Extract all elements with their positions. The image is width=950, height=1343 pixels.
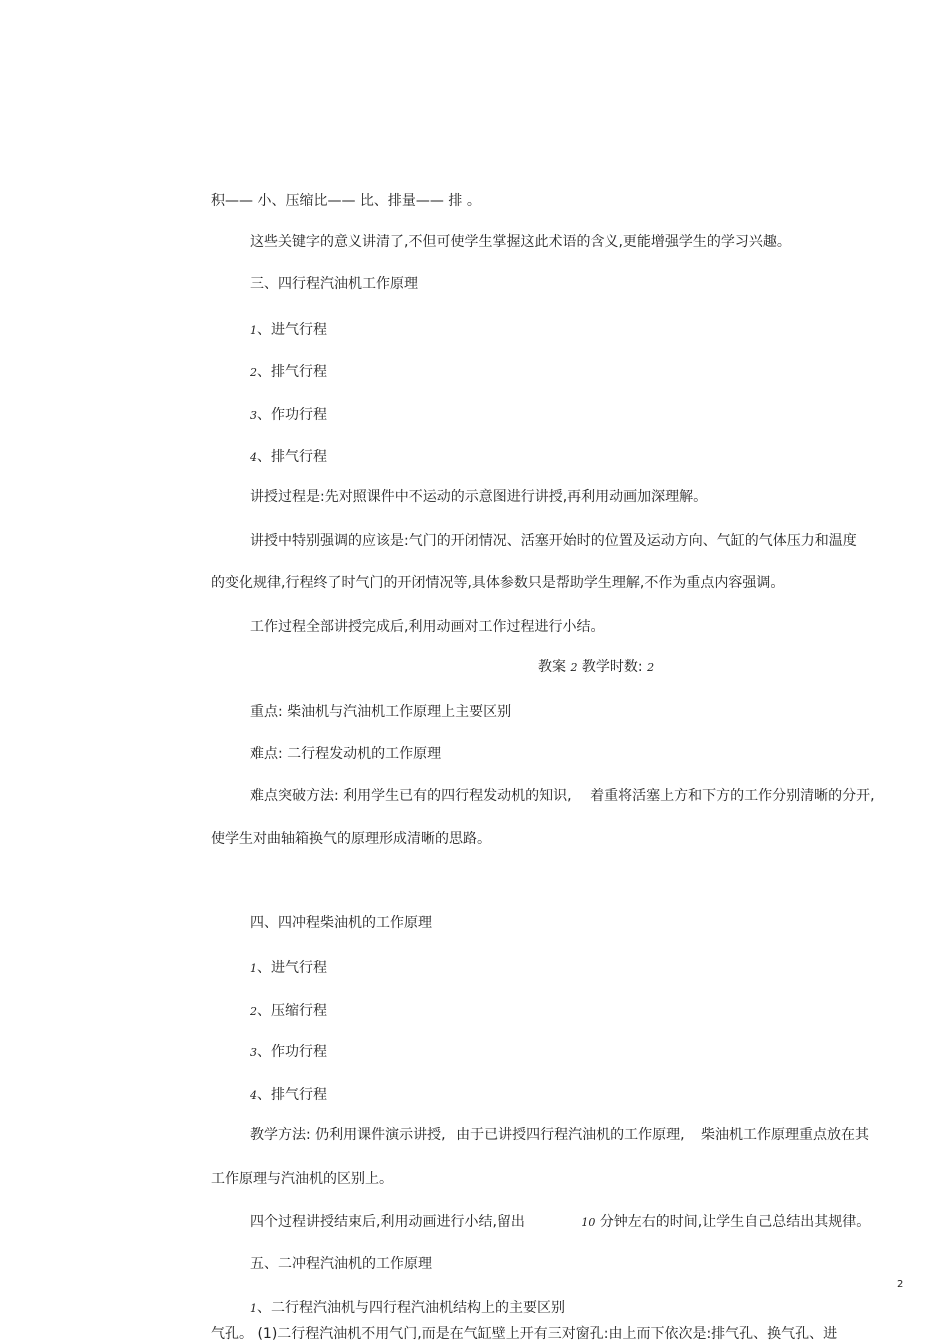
list-item [250, 1086, 327, 1105]
section-heading: 五、二冲程汽油机的工作原理 [250, 1256, 432, 1272]
method-line [250, 787, 875, 805]
text-label: 教学方法: [250, 1127, 311, 1143]
text-fragment: 教案 [538, 659, 566, 675]
text-fragment: 教学时数: [581, 659, 643, 675]
paragraph-line: 这些关键字的意义讲清了,不但可使学生掌握这此术语的含义,更能增强学生的学习兴趣。 [250, 234, 791, 250]
list-number: 4 [250, 1089, 257, 1102]
list-item [250, 959, 327, 978]
list-number: 3 [250, 409, 257, 422]
list-number: 2 [250, 1005, 257, 1018]
paragraph-line [211, 1325, 837, 1343]
paragraph-line: 使学生对曲轴箱换气的原理形成清晰的思路。 [211, 831, 491, 847]
page-number: 2 [897, 1279, 904, 1290]
text-fragment: 利用学生已有的四行程发动机的知识, [343, 788, 572, 804]
list-text: 、压缩行程 [257, 1003, 327, 1019]
text-fragment: 四个过程讲授结束后,利用动画进行小结,留出 [250, 1214, 525, 1230]
key-point-line [250, 703, 511, 721]
list-number: 1 [250, 1302, 257, 1315]
list-item [250, 406, 327, 425]
difficulty-line [250, 745, 441, 763]
list-item [250, 321, 327, 340]
list-text: 、进气行程 [257, 960, 327, 976]
text-value: 二行程发动机的工作原理 [287, 746, 442, 762]
lesson-number: 2 [570, 661, 578, 674]
text-fragment: 柴油机工作原理重点放在其 [700, 1127, 869, 1143]
text-fragment: 排 [448, 193, 463, 209]
text-fragment: 小 [257, 193, 272, 209]
list-item [250, 1002, 327, 1021]
list-item [250, 448, 327, 467]
method-line [250, 1126, 869, 1144]
text-fragment: 气孔。 [211, 1326, 253, 1342]
list-text: 、排气行程 [257, 364, 327, 380]
lesson-header [538, 658, 654, 677]
paragraph-line: 工作过程全部讲授完成后,利用动画对工作过程进行小结。 [250, 619, 605, 635]
text-label: 重点: [250, 704, 283, 720]
list-number: 1 [250, 324, 257, 337]
minutes-number: 10 [581, 1216, 596, 1229]
paragraph-line: 工作原理与汽油机的区别上。 [211, 1171, 393, 1187]
list-text: 、排气行程 [257, 1087, 327, 1103]
list-text: 、二行程汽油机与四行程汽油机结构上的主要区别 [257, 1300, 565, 1316]
text-fragment: 由于已讲授四行程汽油机的工作原理, [456, 1127, 685, 1143]
list-number: 3 [250, 1046, 257, 1059]
list-number: 4 [250, 451, 257, 464]
list-text: 、进气行程 [257, 322, 327, 338]
list-number: 2 [250, 366, 257, 379]
text-fragment: 、排量—— [373, 193, 444, 209]
text-fragment: 、压缩比—— [271, 193, 356, 209]
paragraph-line: 的变化规律,行程终了时气门的开闭情况等,具体参数只是帮助学生理解,不作为重点内容强调。 [211, 575, 785, 591]
list-text: 、作功行程 [257, 1044, 327, 1060]
text-label: 难点突破方法: [250, 788, 339, 804]
text-fragment: (1)二行程汽油机不用气门,而是在气缸壁上开有三对窗孔:由上而下依次是:排气孔、换气孔、进 [257, 1326, 838, 1342]
text-fragment: 仍利用课件演示讲授, [315, 1127, 446, 1143]
section-heading: 三、四行程汽油机工作原理 [250, 276, 418, 292]
list-number: 1 [250, 962, 257, 975]
list-item [250, 1299, 565, 1318]
paragraph-line: 讲授中特别强调的应该是:气门的开闭情况、活塞开始时的位置及运动方向、气缸的气体压力和温度 [250, 533, 857, 549]
list-item [250, 363, 327, 382]
text-line [211, 192, 481, 210]
paragraph-line: 讲授过程是:先对照课件中不运动的示意图进行讲授,再利用动画加深理解。 [250, 489, 708, 505]
section-heading: 四、四冲程柴油机的工作原理 [250, 915, 432, 931]
text-value: 柴油机与汽油机工作原理上主要区别 [287, 704, 512, 720]
list-text: 、排气行程 [257, 449, 327, 465]
list-text: 、作功行程 [257, 407, 327, 423]
teaching-hours: 2 [647, 661, 655, 674]
list-item [250, 1043, 327, 1062]
paragraph-line [250, 1213, 870, 1232]
text-fragment: 。 [466, 193, 481, 209]
text-fragment: 着重将活塞上方和下方的工作分别清晰的分开, [590, 788, 875, 804]
text-label: 难点: [250, 746, 283, 762]
text-fragment: 比 [359, 193, 374, 209]
text-fragment: 分钟左右的时间,让学生自己总结出其规律。 [599, 1214, 871, 1230]
text-fragment: 积—— [211, 193, 253, 209]
